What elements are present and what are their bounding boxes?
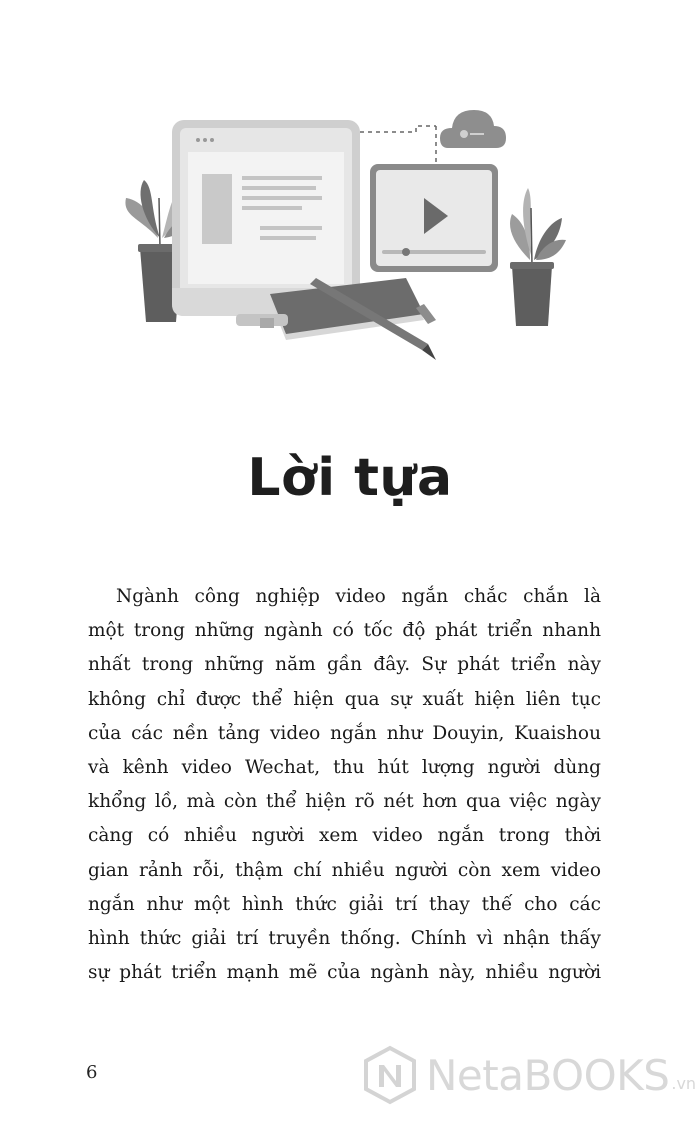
body-paragraph <box>88 580 601 990</box>
desk-illustration <box>110 88 580 378</box>
cloud-icon <box>440 110 506 148</box>
paragraph-line: một trong những ngành có tốc độ phát triển nhanh <box>88 620 601 642</box>
watermark <box>362 1044 697 1106</box>
paragraph-line: hình thức giải trí truyền thống. Chính vì nhận thấy <box>88 927 601 949</box>
monitor-icon <box>172 120 360 316</box>
paragraph-line: gian rảnh rỗi, thậm chí nhiều người còn xem video <box>88 859 601 881</box>
paragraph-line: sự phát triển mạnh mẽ của ngành này, nhiều người <box>88 962 601 984</box>
watermark-brand: NetaBOOKS <box>426 1050 670 1100</box>
paragraph-line: càng có nhiều người xem video ngắn trong thời <box>88 825 601 847</box>
paragraph-line: và kênh video Wechat, thu hút lượng người dùng <box>88 756 601 778</box>
chapter-title: Lời tựa <box>247 448 453 508</box>
paragraph-line: của các nền tảng video ngắn như Douyin, Kuaishou <box>88 722 601 744</box>
brand-logo-icon <box>362 1045 418 1105</box>
page-number: 6 <box>86 1062 98 1083</box>
plant-icon <box>510 188 566 326</box>
paragraph-line: nhất trong những năm gần đây. Sự phát triển này <box>88 654 601 676</box>
watermark-suffix: .vn <box>671 1073 697 1093</box>
paragraph-line: khổng lồ, mà còn thể hiện rõ nét hơn qua việc ngày <box>88 791 601 813</box>
video-player-icon <box>370 164 498 272</box>
paragraph-line: ngắn như một hình thức giải trí thay thế cho các <box>88 893 601 915</box>
paragraph-line: không chỉ được thể hiện qua sự xuất hiện liên tục <box>88 688 601 710</box>
paragraph-line: Ngành công nghiệp video ngắn chắc chắn là <box>116 586 601 607</box>
